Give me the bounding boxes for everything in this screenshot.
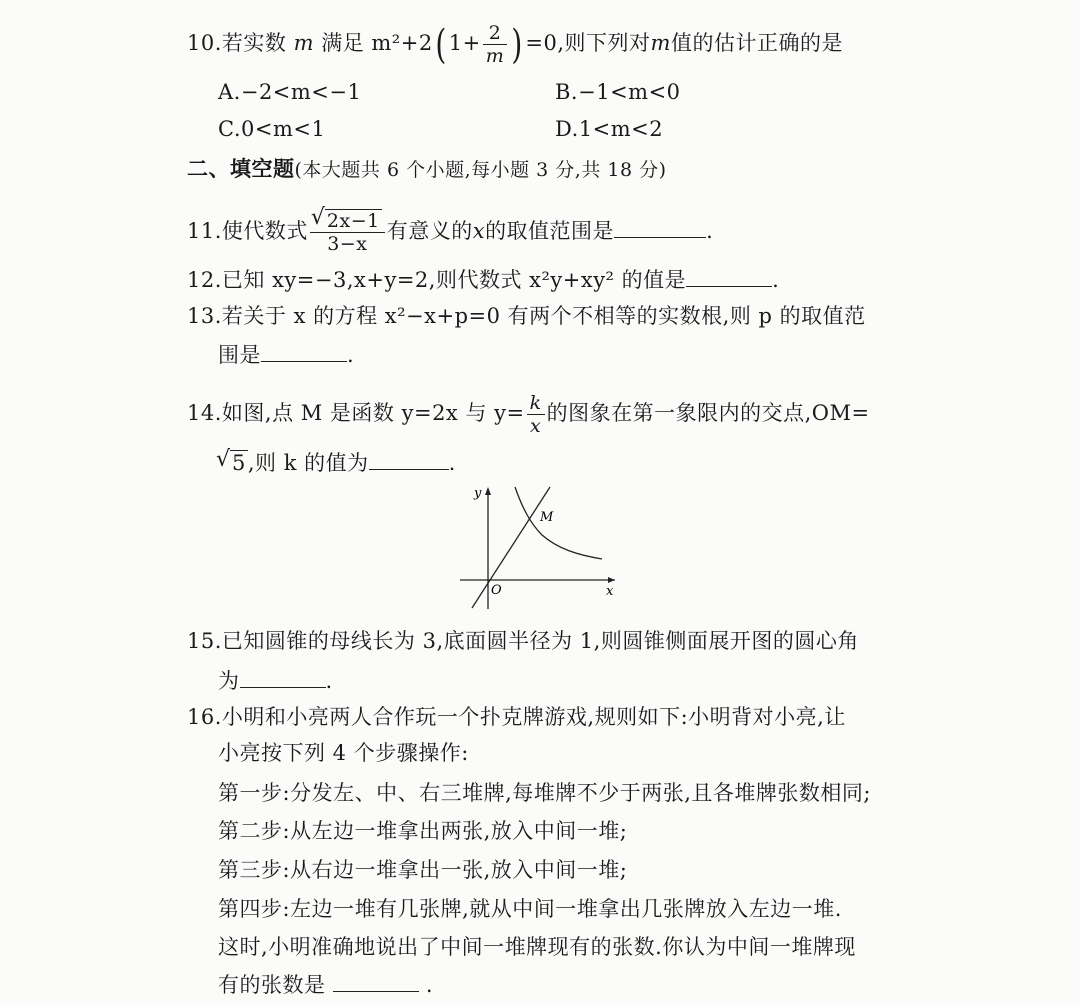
q14-graph	[460, 483, 630, 613]
q14-cont: √ 5,则 k 的值为 .	[218, 448, 456, 478]
q10-option-c: C.0<m<1	[218, 117, 326, 141]
q10-fraction: $\frac{2}{m}$	[483, 22, 508, 67]
q12-answer-blank[interactable]	[686, 266, 772, 287]
line-y-equals-2x	[472, 487, 550, 608]
q13-answer-blank[interactable]	[261, 341, 347, 362]
q14-answer-blank[interactable]	[369, 449, 449, 470]
q16-line: 这时,小明准确地说出了中间一堆牌现有的张数.你认为中间一堆牌现	[218, 935, 856, 959]
q16: 16.小明和小亮两人合作玩一个扑克牌游戏,规则如下:小明背对小亮,让	[187, 705, 846, 729]
hyperbola-curve	[515, 487, 602, 559]
q11: 11.使代数式 √ $\frac{2x-1}{3-x}$ 有意义的x的取值范围是 .	[187, 210, 713, 255]
x-axis-arrow-icon	[608, 577, 615, 583]
point-m-label: M	[540, 510, 554, 525]
y-axis-arrow-icon	[485, 487, 491, 495]
q10-option-b: B.−1<m<0	[555, 80, 681, 104]
q11-answer-blank[interactable]	[614, 217, 706, 238]
q16-step-3: 第三步:从右边一堆拿出一张,放入中间一堆;	[218, 858, 628, 882]
q15-cont: 为 .	[218, 669, 333, 693]
q10-number: 10.	[187, 31, 222, 55]
q11-fraction: √ $\frac{2x-1}{3-x}$	[310, 210, 385, 255]
q14: 14.如图,点 M 是函数 y=2x 与 y= $\frac{k}{x}$ 的图象在第一象限内的交点,OM=	[187, 392, 870, 437]
q13: 13.若关于 x 的方程 x²−x+p=0 有两个不相等的实数根,则 p 的取值范	[187, 304, 866, 328]
q15: 15.已知圆锥的母线长为 3,底面圆半径为 1,则圆锥侧面展开图的圆心角	[187, 629, 859, 653]
q16-step-4: 第四步:左边一堆有几张牌,就从中间一堆拿出几张牌放入左边一堆.	[218, 897, 842, 921]
q15-answer-blank[interactable]	[240, 667, 326, 688]
q16-answer-blank[interactable]	[333, 971, 419, 992]
q16-last: 有的张数是 .	[218, 973, 434, 997]
q10-option-a: A.−2<m<−1	[218, 80, 362, 104]
origin-label: O	[491, 583, 502, 598]
q14-fraction: $\frac{k}{x}$	[527, 392, 545, 437]
y-axis-label: y	[474, 486, 482, 501]
section-title: 二、填空题(本大题共 6 个小题,每小题 3 分,共 18 分)	[187, 157, 667, 181]
q13-cont: 围是 .	[218, 343, 355, 367]
q12: 12.已知 xy=−3,x+y=2,则代数式 x²y+xy² 的值是 .	[187, 268, 780, 292]
q10-stem: 10.若实数 m 满足 m²+2( 1+ $\frac{2}{m}$ ) =0,则下列对m值的估计正确的是	[187, 21, 843, 68]
q16-step-2: 第二步:从左边一堆拿出两张,放入中间一堆;	[218, 819, 628, 843]
q16-line: 小亮按下列 4 个步骤操作:	[218, 741, 469, 765]
q16-step-1: 第一步:分发左、中、右三堆牌,每堆牌不少于两张,且各堆牌张数相同;	[218, 781, 871, 805]
q10-option-d: D.1<m<2	[555, 117, 664, 141]
x-axis-label: x	[606, 584, 614, 599]
